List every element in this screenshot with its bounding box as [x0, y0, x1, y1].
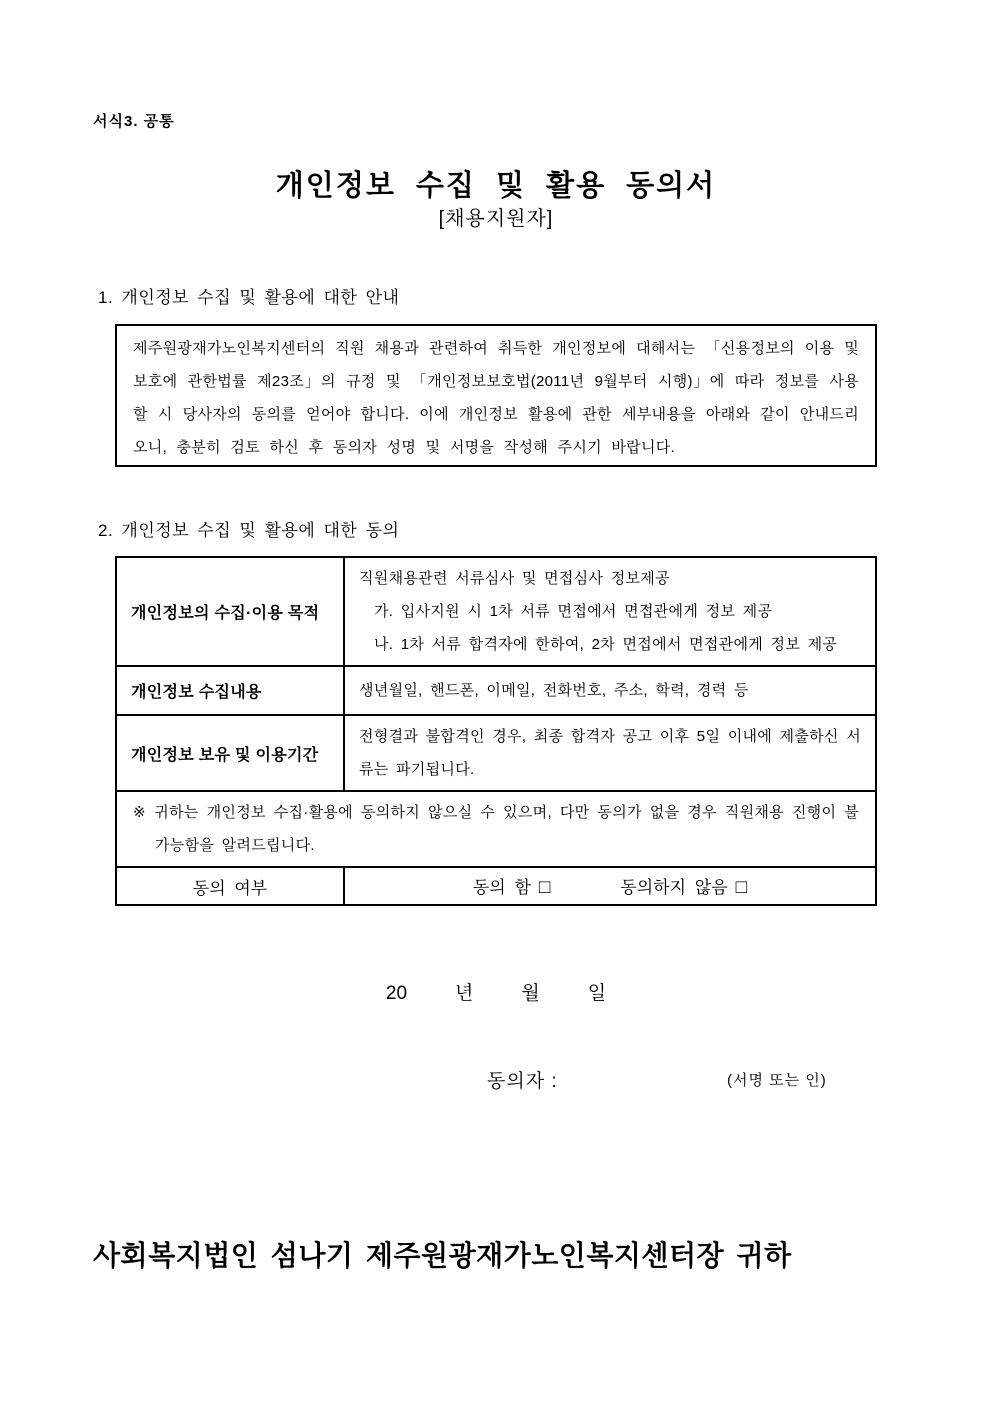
agree-table: [115, 866, 877, 906]
purpose-line-3: 나. 1차 서류 합격자에 한하여, 2차 면접에서 면접관에게 정보 제공: [374, 636, 838, 653]
section2-heading: 2. 개인정보 수집 및 활용에 대한 동의: [98, 521, 400, 540]
doc-subtitle: [채용지원자]: [438, 208, 554, 230]
date-day-unit: 일: [587, 983, 607, 1004]
addressee-line: 사회복지법인 섬나기 제주원광재가노인복지센터장 귀하: [93, 1241, 792, 1272]
date-line: [0, 978, 992, 1005]
date-year-prefix: 20: [385, 983, 408, 1004]
note-cell: [116, 791, 876, 867]
purpose-line-2: 가. 입사지원 시 1차 서류 면접에서 면접관에게 정보 제공: [374, 603, 773, 620]
items-value: 생년월일, 핸드폰, 이메일, 전화번호, 주소, 학력, 경력 등: [344, 666, 876, 715]
table-row: [116, 557, 876, 666]
date-month-unit: 월: [521, 983, 540, 1004]
signature-label: 동의자 :: [487, 1071, 558, 1092]
agree-option[interactable]: [473, 873, 550, 899]
period-text: 전형결과 불합격인 경우, 최종 합격자 공고 이후 5일 이내에 제출하신 서류는 파기됩니다.: [359, 728, 861, 778]
items-label: 개인정보 수집내용: [116, 666, 344, 715]
consent-info-table: [115, 556, 877, 868]
agree-option-label: 동의 함: [472, 878, 531, 897]
disagree-option[interactable]: [620, 873, 747, 899]
signature-note: (서명 또는 인): [727, 1072, 827, 1089]
table-row: [116, 867, 876, 905]
form-tag-label: 서식3. 공통: [93, 113, 175, 130]
purpose-line-1: 직원채용관련 서류심사 및 면접심사 정보제공: [359, 570, 670, 587]
doc-title: 개인정보 수집 및 활용 동의서: [275, 170, 717, 202]
table-row: [116, 791, 876, 867]
purpose-label: 개인정보의 수집·이용 목적: [116, 557, 344, 666]
note-text: ※ 귀하는 개인정보 수집·활용에 동의하지 않으실 수 있으며, 다만 동의가 없을 경우 직원채용 진행이 불가능함을 알려드립니다.: [133, 804, 859, 854]
disagree-checkbox[interactable]: □: [735, 877, 748, 898]
notice-box: [115, 324, 877, 467]
agree-options-cell: [344, 867, 876, 905]
table-row: [116, 715, 876, 791]
date-year-unit: 년: [455, 983, 474, 1004]
period-value: [344, 715, 876, 791]
agree-checkbox[interactable]: □: [538, 877, 551, 898]
table-row: [116, 666, 876, 715]
period-label: 개인정보 보유 및 이용기간: [116, 715, 344, 791]
notice-text: 제주원광재가노인복지센터의 직원 채용과 관련하여 취득한 개인정보에 대해서는 「신용정보의 이용 및 보호에 관한법률 제23조」의 규정 및 「개인정보보호법(2011년 9월부터 시행)」에 따라 정보를 사용할 시 당사자의 동의를 얻어야 합니다. 이에 개인정보 활용에 관한 세부내용을 아래와 같이 안내드리오니, 충분히 검토 하신 후 동의자 성명 및 서명을 작성해 주시기 바랍니다.: [133, 340, 859, 456]
purpose-value: [344, 557, 876, 666]
agree-row-label: 동의 여부: [116, 867, 344, 905]
disagree-option-label: 동의하지 않음: [620, 878, 728, 897]
section1-heading: 1. 개인정보 수집 및 활용에 대한 안내: [98, 288, 400, 307]
